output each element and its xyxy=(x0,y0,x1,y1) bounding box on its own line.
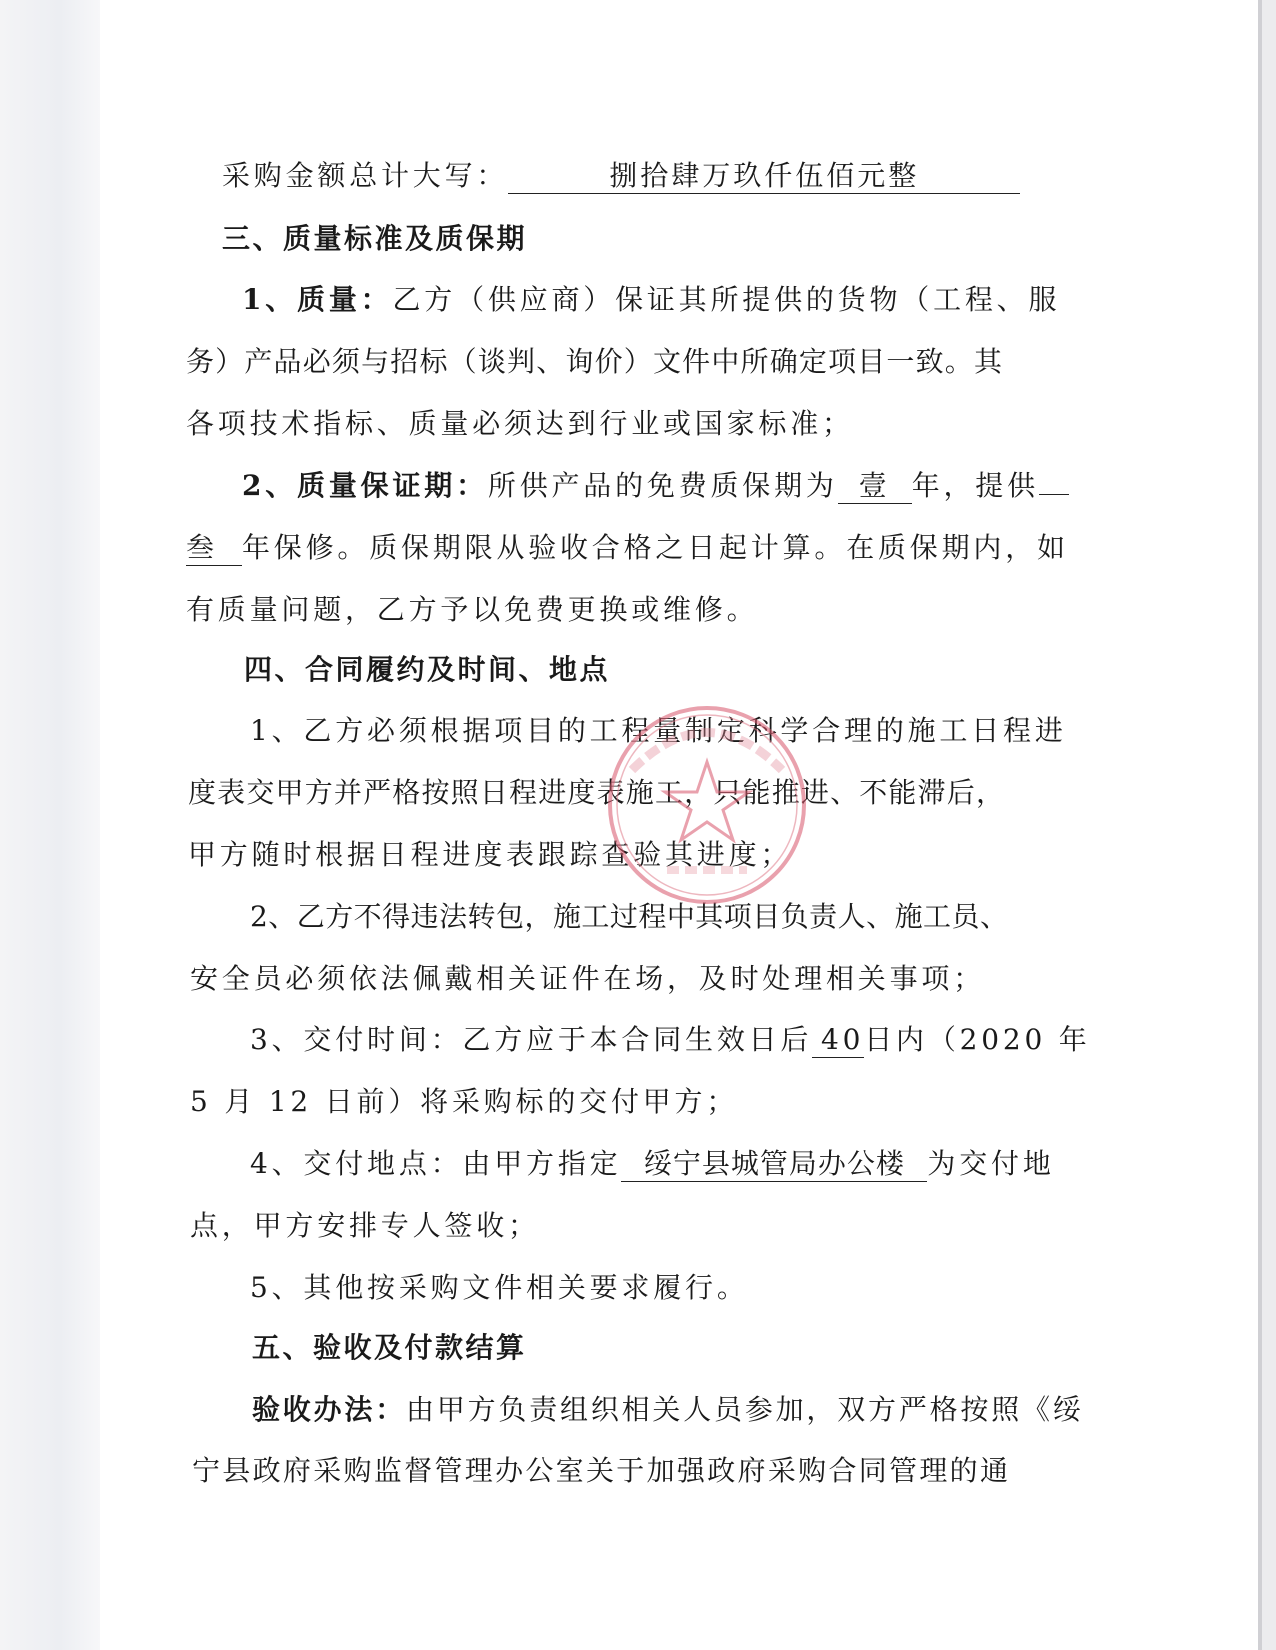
quality-line-2: 务）产品必须与招标（谈判、询价）文件中所确定项目一致。其 xyxy=(186,345,1002,378)
amount-label: 采购金额总计大写： xyxy=(222,159,509,192)
item2-line-2: 安全员必须依法佩戴相关证件在场，及时处理相关事项； xyxy=(190,962,986,995)
item5-line: 5、其他按采购文件相关要求履行。 xyxy=(250,1271,749,1304)
section-4-title: 四、合同履约及时间、地点 xyxy=(244,653,611,686)
amount-value: 捌拾肆万玖仟伍佰元整 xyxy=(508,159,1020,194)
delivery-days: 40 xyxy=(812,1023,864,1058)
item4-line-2: 点，甲方安排专人签收； xyxy=(190,1209,540,1242)
quality-heading: 1、质量： xyxy=(242,283,393,316)
scan-left-edge xyxy=(0,0,100,1650)
warranty-line-3: 有质量问题，乙方予以免费更换或维修。 xyxy=(186,593,759,626)
warranty-heading: 2、质量保证期： xyxy=(242,469,488,502)
warranty-line-2: 叁 年保修。质保期限从验收合格之日起计算。在质保期内，如 xyxy=(186,531,1069,564)
section-3-title: 三、质量标准及质保期 xyxy=(222,222,528,255)
item2-line-1: 2、乙方不得违法转包，施工过程中其项目负责人、施工员、 xyxy=(250,900,1008,933)
quality-line-1: 1、质量：乙方（供应商）保证其所提供的货物（工程、服 xyxy=(242,283,1061,316)
acceptance-line-1: 验收办法：由甲方负责组织相关人员参加，双方严格按照《绥 xyxy=(252,1393,1084,1426)
acceptance-heading: 验收办法： xyxy=(252,1393,407,1426)
section-5-title: 五、验收及付款结算 xyxy=(252,1331,527,1364)
quality-line-3: 各项技术指标、质量必须达到行业或国家标准； xyxy=(186,407,854,440)
warranty-line-1: 2、质量保证期：所供产品的免费质保期为 壹 年，提供 xyxy=(242,468,1069,504)
item1-line-1: 1、乙方必须根据项目的工程量制定科学合理的施工日程进 xyxy=(250,714,1067,747)
item3-line-2: 5 月 12 日前）将采购标的交付甲方； xyxy=(190,1085,739,1118)
red-seal-stamp xyxy=(602,700,812,910)
warranty-years: 壹 xyxy=(838,469,912,504)
item4-line-1: 4、交付地点：由甲方指定 绥宁县城管局办公楼 为交付地 xyxy=(250,1147,1055,1180)
warranty-blank xyxy=(1039,494,1069,495)
scan-right-edge xyxy=(1262,0,1276,1650)
acceptance-line-2: 宁县政府采购监督管理办公室关于加强政府采购合同管理的通 xyxy=(192,1454,1008,1487)
amount-line xyxy=(222,158,1020,194)
item1-line-3: 甲方随时根据日程进度表跟踪查验其进度； xyxy=(188,838,793,871)
repair-years: 叁 xyxy=(186,531,242,566)
delivery-place: 绥宁县城管局办公楼 xyxy=(621,1147,927,1182)
item3-line-1: 3、交付时间：乙方应于本合同生效日后 40日内（2020 年 xyxy=(250,1023,1091,1056)
item1-line-2: 度表交甲方并严格按照日程进度表施工，只能推进、不能滞后， xyxy=(188,776,1004,809)
